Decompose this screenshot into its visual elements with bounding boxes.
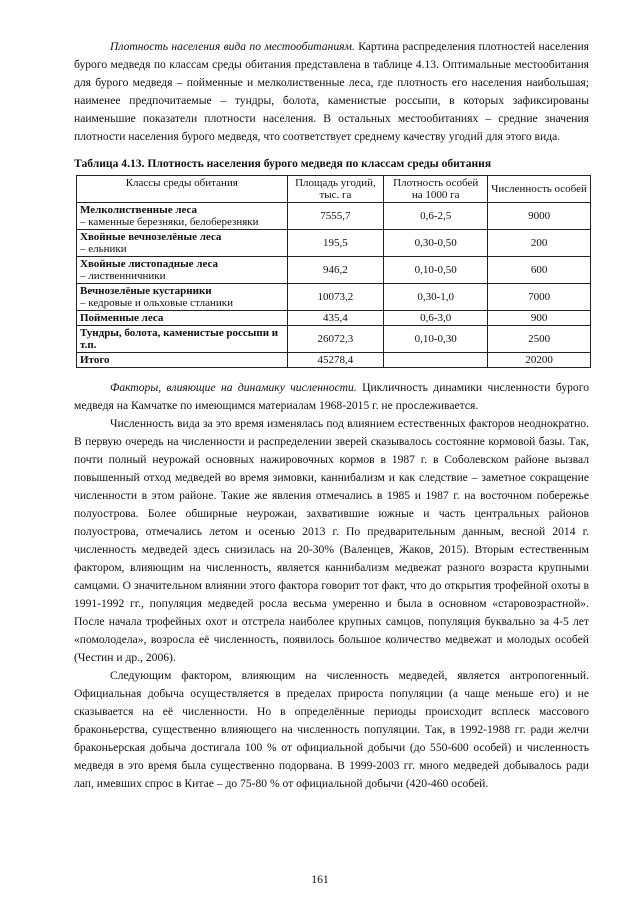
count-cell: 2500: [488, 326, 591, 353]
density-lead: Плотность населения вида по местообитаниям.: [110, 40, 355, 53]
factors-text: Цикличность динамики численности бурого медведя на Камчатке по имеющимся материалам 1968-2015 г. не прослеживается.: [74, 381, 589, 412]
factors-lead: Факторы, влияющие на динамику численности.: [110, 381, 357, 394]
area-cell: 435,4: [287, 311, 384, 326]
density-cell: 0,10-0,30: [384, 326, 488, 353]
table-row: [77, 284, 591, 311]
total-count: 20200: [488, 353, 591, 368]
table-row: [77, 311, 591, 326]
habitat-class: Вечнозелёные кустарники – кедровые и ольховые стланики: [77, 284, 288, 311]
count-cell: 900: [488, 311, 591, 326]
density-cell: 0,10-0,50: [384, 257, 488, 284]
count-cell: 7000: [488, 284, 591, 311]
density-text: Картина распределения плотностей населения бурого медведя по классам среды обитания представлена в таблице 4.13. Оптимальные местообитания для бурого медведя – пойменные и мелколиственные леса, где плотность его населения наибольшая; наименее предпочитаемые – тундры, болота, каменистые россыпи, в которых зафиксированы наименьшие показатели плотности населения. В остальных местообитаниях – средние значения плотности населения бурого медведя, что соответствует среднему качеству угодий для этого вида.: [74, 40, 589, 143]
density-table: [76, 175, 591, 368]
count-cell: 9000: [488, 203, 591, 230]
density-cell: 0,6-2,5: [384, 203, 488, 230]
area-cell: 10073,2: [287, 284, 384, 311]
area-cell: 946,2: [287, 257, 384, 284]
header-class: Классы среды обитания: [77, 176, 288, 203]
area-cell: 195,5: [287, 230, 384, 257]
table-row: [77, 257, 591, 284]
table-total-row: [77, 353, 591, 368]
header-area: Площадь угодий, тыс. га: [287, 176, 384, 203]
count-cell: 200: [488, 230, 591, 257]
page-number: 161: [311, 873, 329, 886]
paragraph-density: [74, 38, 589, 146]
habitat-class: Хвойные вечнозелёные леса – ельники: [77, 230, 288, 257]
header-density: Плотность особей на 1000 га: [384, 176, 488, 203]
total-density: [384, 353, 488, 368]
table-row: [77, 326, 591, 353]
density-cell: 0,30-1,0: [384, 284, 488, 311]
paragraph-factors: [74, 379, 589, 415]
table-caption: Таблица 4.13. Плотность населения бурого медведя по классам среды обитания: [74, 157, 492, 170]
page-body: [74, 38, 589, 793]
paragraph-anthropogenic: Следующим фактором, влияющим на численность медведей, является антропогенный. Официальная добыча осуществляется в пределах прироста популяции (а чаще меньше его) и не сказывается на её численности. Но в определённые периоды происходит всплеск массового браконьерства, существенно влияющего на численность популяции. Так, в 1992-1988 гг. ради желчи браконьерская добыча достигала 100 % от официальной добычи (до 550-600 особей) и численность медведя в это время была существенно подорвана. В 1999-2003 гг. много медведей добывалось ради лап, имевших спрос в Китае – до 75-80 % от официальной добычи (420-460 особей.: [74, 669, 589, 790]
table-header-row: [77, 176, 591, 203]
habitat-class: Пойменные леса: [77, 311, 288, 326]
paragraph-natural-factors: Численность вида за это время изменялась под влиянием естественных факторов неоднократно. В первую очередь на численности и распределении зверей сказывалось состояние кормовой базы. Так, почти полный неурожай основных нажировочных кормов в 1987 г. в Соболевском районе вызвал повышенный отход медведей во время зимовки, каннибализм и как следствие – заметное сокращение численности в этом районе. Такие же явления отмечались в 1985 и 1987 г. на восточном побережье полуострова. Более обширные неурожаи, захватившие южные и часть центральных районов полуострова, отмечались летом и осенью 2013 г. По предварительным данным, весной 2014 г. численность медведей здесь снизилась на 20-30% (Валенцев, Жаков, 2015). Вторым естественным фактором, влияющим на численность, является каннибализм медвежат разного возраста крупными самцами. О значительном влиянии этого фактора говорит тот факт, что до открытия трофейной охоты в 1991-1992 гг., популяция медведей росла весьма умеренно и была в основном «старовозрастной». После начала трофейных охот и отстрела наиболее крупных самцов, популяция буквально за 4-5 лет «помолодела», возросла её численность, появилось большое количество медвежат и молодых особей (Честин и др., 2006).: [74, 417, 589, 664]
habitat-class: Мелколиственные леса – каменные березняки, белоберезняки: [77, 203, 288, 230]
total-area: 45278,4: [287, 353, 384, 368]
table-row: [77, 230, 591, 257]
density-cell: 0,30-0,50: [384, 230, 488, 257]
area-cell: 26072,3: [287, 326, 384, 353]
table-row: [77, 203, 591, 230]
area-cell: 7555,7: [287, 203, 384, 230]
header-count: Численность особей: [488, 176, 591, 203]
total-label: Итого: [77, 353, 288, 368]
habitat-class: Тундры, болота, каменистые россыпи и т.п.: [77, 326, 288, 353]
density-cell: 0,6-3,0: [384, 311, 488, 326]
habitat-class: Хвойные листопадные леса – лиственничники: [77, 257, 288, 284]
count-cell: 600: [488, 257, 591, 284]
